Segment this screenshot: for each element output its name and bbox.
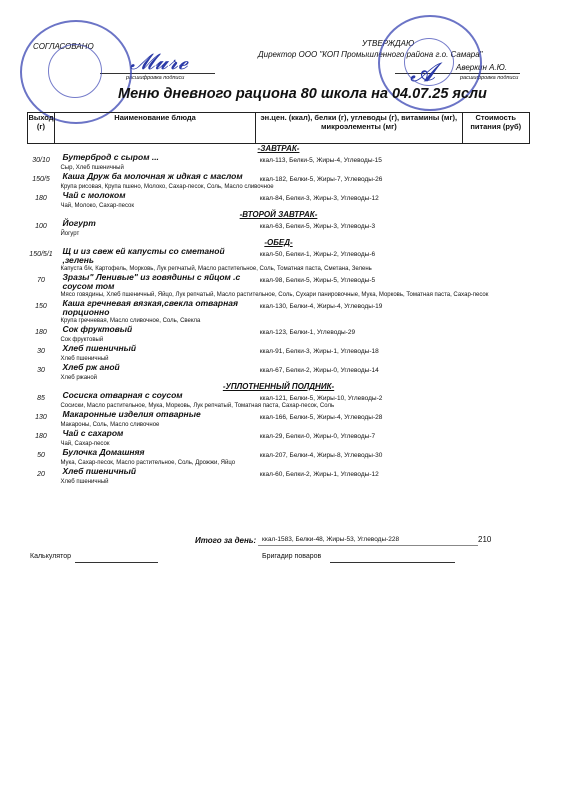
ingredients-spacer xyxy=(28,421,55,429)
totals-label: Итого за день: xyxy=(195,536,257,545)
dish-cost xyxy=(462,325,529,336)
dish-row xyxy=(28,299,530,317)
dish-ingredients: Чай, Молоко, Сахар-песок xyxy=(60,203,134,209)
dish-row xyxy=(28,153,530,164)
ingredients-row xyxy=(28,202,530,210)
dish-yield: 20 xyxy=(37,471,45,478)
dish-cost xyxy=(462,299,529,317)
dish-yield: 150 xyxy=(35,303,47,310)
dish-nutrition: ккал-130, Белки-4, Жиры-4, Углеводы-19 xyxy=(259,303,383,310)
dish-row xyxy=(28,391,530,402)
ingredients-spacer xyxy=(28,230,55,238)
dish-ingredients: Хлеб пшеничный xyxy=(60,479,109,485)
dish-yield: 180 xyxy=(35,195,47,202)
dish-row xyxy=(28,429,530,440)
approved-label: УТВЕРЖДАЮ xyxy=(362,39,415,48)
dish-row xyxy=(28,467,530,478)
dish-cost xyxy=(462,363,529,374)
dish-nutrition: ккал-121, Белки-5, Жиры-10, Углеводы-2 xyxy=(259,395,383,402)
dish-cost xyxy=(462,247,529,265)
dish-ingredients: Мука, Сахар-песок, Масло растительное, Соль, Дрожжи, Яйцо xyxy=(60,460,236,466)
dish-nutrition: ккал-60, Белки-2, Жиры-1, Углеводы-12 xyxy=(259,471,379,478)
dish-cost xyxy=(462,191,529,202)
dish-yield: 180 xyxy=(35,329,47,336)
dish-row xyxy=(28,344,530,355)
dish-name: Щ и из свеж ей капусты со сметаной ,зелень xyxy=(62,246,225,265)
right-signature-caption: расшифровка подписи xyxy=(460,75,519,81)
ingredients-row xyxy=(28,478,530,486)
dish-cost xyxy=(462,467,529,478)
dish-name: Чай с молоком xyxy=(62,190,126,200)
totals-nutrition: ккал-1583, Белки-48, Жиры-53, Углеводы-228 xyxy=(262,536,400,543)
dish-nutrition: ккал-123, Белки-1, Углеводы-29 xyxy=(259,329,356,336)
dish-ingredients: Сосиски, Масло растительное, Мука, Морковь, Лук репчатый, Томатная паста, Сахар-песок, Соль xyxy=(60,403,335,409)
name-column-header: Наименование блюда xyxy=(54,113,255,144)
calculator-signature-line xyxy=(75,562,158,563)
section-title: -УПЛОТНЕННЫЙ ПОЛДНИК- xyxy=(222,382,335,391)
dish-name: Каша гречневая вязкая,свекла отварная порционно xyxy=(62,298,238,317)
section-title: -ЗАВТРАК- xyxy=(257,144,300,153)
ingredients-spacer xyxy=(28,291,55,299)
dish-name: Хлеб пшеничный xyxy=(62,466,137,476)
ingredients-spacer xyxy=(28,183,55,191)
dish-yield: 30 xyxy=(37,348,45,355)
dish-cost xyxy=(462,410,529,421)
dish-name: Хлеб рж аной xyxy=(62,362,120,372)
dish-name: Макаронные изделия отварные xyxy=(62,409,201,419)
dish-row xyxy=(28,325,530,336)
dish-name: Бутерброд с сыром ... xyxy=(62,152,159,162)
ingredients-spacer xyxy=(28,265,55,273)
dish-yield: 30/10 xyxy=(32,157,50,164)
agreed-label: СОГЛАСОВАНО xyxy=(33,42,94,51)
dish-name: Чай с сахаром xyxy=(62,428,124,438)
dish-ingredients: Крупа рисовая, Крупа пшено, Молоко, Сахар-песок, Соль, Масло сливочное xyxy=(60,184,274,190)
dish-row xyxy=(28,219,530,230)
ingredients-spacer xyxy=(28,459,55,467)
menu-table xyxy=(27,112,530,486)
left-signature-caption: расшифровка подписи xyxy=(126,75,185,81)
director-label: Директор ООО "КОП Промышленного района г.о. Самара" xyxy=(258,50,483,59)
ingredients-spacer xyxy=(28,440,55,448)
dish-yield: 85 xyxy=(37,395,45,402)
dish-name: Сосиска отварная с соусом xyxy=(62,390,183,400)
dish-nutrition: ккал-63, Белки-5, Жиры-3, Углеводы-3 xyxy=(259,223,376,230)
dish-cost xyxy=(462,344,529,355)
dish-nutrition: ккал-207, Белки-4, Жиры-8, Углеводы-30 xyxy=(259,452,383,459)
dish-name: Сок фруктовый xyxy=(62,324,133,334)
dish-nutrition: ккал-166, Белки-5, Жиры-4, Углеводы-28 xyxy=(259,414,383,421)
dish-yield: 70 xyxy=(37,277,45,284)
signer-name: Аверкин А.Ю. xyxy=(456,63,508,72)
ingredients-spacer xyxy=(28,336,55,344)
ingredients-spacer xyxy=(28,402,55,410)
dish-nutrition: ккал-67, Белки-2, Жиры-0, Углеводы-14 xyxy=(259,367,379,374)
dish-cost xyxy=(462,153,529,164)
dish-cost xyxy=(462,391,529,402)
dish-nutrition: ккал-98, Белки-5, Жиры-5, Углеводы-5 xyxy=(259,277,376,284)
dish-cost xyxy=(462,219,529,230)
ingredients-spacer xyxy=(28,164,55,172)
yield-column-header: Выход (г) xyxy=(28,113,55,144)
left-seal-inner xyxy=(48,44,102,98)
column-header-row xyxy=(28,113,530,144)
nutrition-column-header: эн.цен. (ккал), белки (г), углеводы (г), витамины (мг), микроэлементы (мг) xyxy=(256,113,462,144)
ingredients-spacer xyxy=(28,478,55,486)
left-signature-mark: 𝓜𝓾𝓻𝓮 xyxy=(130,50,188,75)
dish-yield: 30 xyxy=(37,367,45,374)
dish-name: Зразы" Ленивые" из говядины с яйцом .с соусом том xyxy=(62,272,241,291)
calculator-label: Калькулятор xyxy=(30,553,71,560)
dish-yield: 50 xyxy=(37,452,45,459)
section-header-row xyxy=(28,210,530,219)
dish-row xyxy=(28,273,530,291)
dish-ingredients: Хлеб пшеничный xyxy=(60,356,109,362)
dish-cost xyxy=(462,273,529,291)
right-signature-mark: 𝓐 xyxy=(410,58,436,88)
dish-yield: 150/5 xyxy=(32,176,50,183)
dish-row xyxy=(28,247,530,265)
dish-yield: 100 xyxy=(35,223,47,230)
dish-ingredients: Чай, Сахар-песок xyxy=(60,441,110,447)
dish-yield: 180 xyxy=(35,433,47,440)
dish-row xyxy=(28,191,530,202)
dish-name: Хлеб пшеничный xyxy=(62,343,137,353)
dish-cost xyxy=(462,448,529,459)
dish-ingredients: Мясо говядины, Хлеб пшеничный, Яйцо, Лук репчатый, Масло растительное, Соль, Сухари панировочные, Мука, Морковь, Томатная паста, Сахар-песок xyxy=(60,292,489,298)
dish-name: Йогурт xyxy=(62,218,96,228)
dish-ingredients: Макароны, Соль, Масло сливочное xyxy=(60,422,160,428)
dish-nutrition: ккал-113, Белки-5, Жиры-4, Углеводы-15 xyxy=(259,157,382,164)
dish-name: Булочка Домашняя xyxy=(62,447,145,457)
dish-ingredients: Сок фруктовый xyxy=(60,337,104,343)
ingredients-spacer xyxy=(28,202,55,210)
cost-column-header: Стоимость питания (руб) xyxy=(462,113,529,144)
page-title: Меню дневного рациона 80 школа на 04.07.25 ясли xyxy=(118,86,487,102)
dish-row xyxy=(28,363,530,374)
dish-nutrition: ккал-91, Белки-3, Жиры-1, Углеводы-18 xyxy=(259,348,379,355)
dish-nutrition: ккал-84, Белки-3, Жиры-3, Углеводы-12 xyxy=(259,195,379,202)
section-title: -ВТОРОЙ ЗАВТРАК- xyxy=(239,210,318,219)
dish-row xyxy=(28,410,530,421)
dish-ingredients: Капуста б/к, Картофель, Морковь, Лук репчатый, Масло растительное, Соль, Томатная паста, Сметана, Зелень xyxy=(60,266,372,272)
dish-ingredients: Крупа гречневая, Масло сливочное, Соль, Свекла xyxy=(60,318,201,324)
dish-row xyxy=(28,172,530,183)
chef-label: Бригадир поваров xyxy=(262,553,322,560)
dish-yield: 130 xyxy=(35,414,47,421)
chef-signature-line xyxy=(330,562,455,563)
dish-ingredients: Йогурт xyxy=(60,231,80,237)
dish-ingredients: Сыр, Хлеб пшеничный xyxy=(60,165,124,171)
totals-cost: 210 xyxy=(478,535,492,544)
totals-underline xyxy=(258,545,478,546)
dish-cost xyxy=(462,172,529,183)
ingredients-spacer xyxy=(28,317,55,325)
dish-cost xyxy=(462,429,529,440)
dish-name: Каша Друж ба молочная ж идкая с маслом xyxy=(62,171,243,181)
menu-body xyxy=(28,144,530,487)
dish-yield: 150/5/1 xyxy=(29,251,53,258)
dish-nutrition: ккал-29, Белки-0, Жиры-0, Углеводы-7 xyxy=(259,433,376,440)
dish-row xyxy=(28,448,530,459)
ingredients-row xyxy=(28,374,530,382)
dish-nutrition: ккал-50, Белки-1, Жиры-2, Углеводы-6 xyxy=(259,251,376,258)
dish-ingredients: Хлеб ржаной xyxy=(60,375,98,381)
section-title: -ОБЕД- xyxy=(264,238,293,247)
ingredients-spacer xyxy=(28,355,55,363)
ingredients-row xyxy=(28,230,530,238)
ingredients-spacer xyxy=(28,374,55,382)
dish-nutrition: ккал-182, Белки-5, Жиры-7, Углеводы-26 xyxy=(259,176,383,183)
